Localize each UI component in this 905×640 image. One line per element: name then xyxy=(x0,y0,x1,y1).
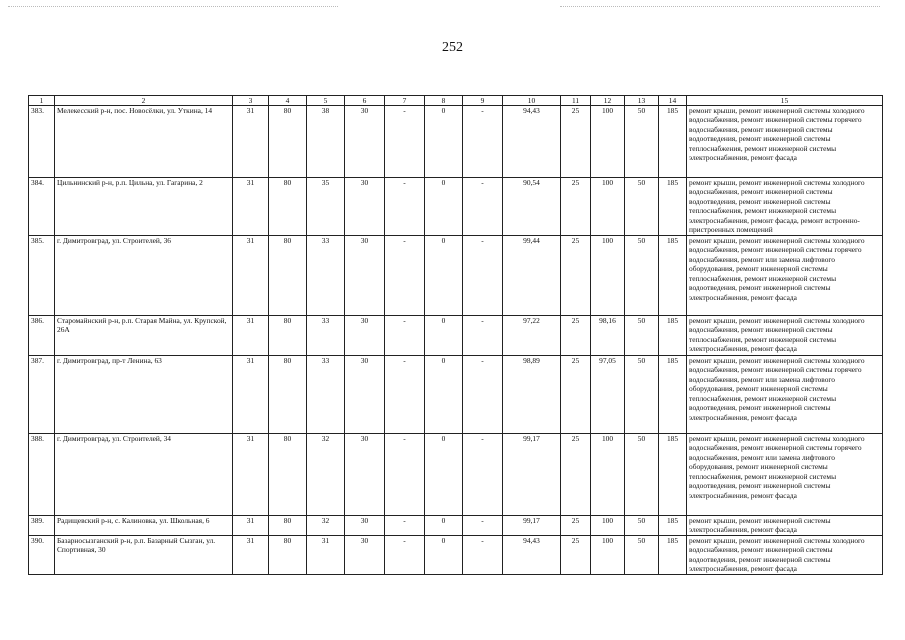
value-col-12: 97,05 xyxy=(591,356,625,434)
value-col-14: 185 xyxy=(659,236,687,316)
value-col-3: 31 xyxy=(233,434,269,516)
value-col-12: 100 xyxy=(591,535,625,574)
value-col-3: 31 xyxy=(233,178,269,236)
value-col-5: 32 xyxy=(307,516,345,536)
value-col-14: 185 xyxy=(659,434,687,516)
value-col-5: 35 xyxy=(307,178,345,236)
table-row xyxy=(29,316,883,356)
value-col-11: 25 xyxy=(561,316,591,356)
value-col-4: 80 xyxy=(269,535,307,574)
row-number: 390. xyxy=(29,535,55,574)
value-col-9: - xyxy=(463,178,503,236)
value-col-10: 97,22 xyxy=(503,316,561,356)
row-number: 383. xyxy=(29,106,55,178)
column-header-11: 11 xyxy=(561,96,591,106)
value-col-4: 80 xyxy=(269,106,307,178)
value-col-12: 100 xyxy=(591,434,625,516)
table-row xyxy=(29,106,883,178)
row-number: 384. xyxy=(29,178,55,236)
value-col-12: 100 xyxy=(591,106,625,178)
column-header-4: 4 xyxy=(269,96,307,106)
row-number: 385. xyxy=(29,236,55,316)
value-col-6: 30 xyxy=(345,356,385,434)
value-col-8: 0 xyxy=(425,356,463,434)
value-col-8: 0 xyxy=(425,516,463,536)
column-header-1: 1 xyxy=(29,96,55,106)
value-col-6: 30 xyxy=(345,178,385,236)
value-col-7: - xyxy=(385,434,425,516)
repair-program-table xyxy=(28,95,883,575)
value-col-10: 94,43 xyxy=(503,106,561,178)
value-col-11: 25 xyxy=(561,516,591,536)
column-header-8: 8 xyxy=(425,96,463,106)
value-col-14: 185 xyxy=(659,316,687,356)
value-col-5: 38 xyxy=(307,106,345,178)
value-col-14: 185 xyxy=(659,356,687,434)
value-col-10: 98,89 xyxy=(503,356,561,434)
value-col-4: 80 xyxy=(269,316,307,356)
value-col-3: 31 xyxy=(233,106,269,178)
value-col-8: 0 xyxy=(425,236,463,316)
value-col-7: - xyxy=(385,356,425,434)
value-col-3: 31 xyxy=(233,316,269,356)
value-col-12: 100 xyxy=(591,236,625,316)
repair-works: ремонт крыши, ремонт инженерной системы холодного водоснабжения, ремонт инженерной системы водоотведения, ремонт инженерной системы электроснабжения, ремонт фасада xyxy=(687,535,883,574)
repair-works: ремонт крыши, ремонт инженерной системы холодного водоснабжения, ремонт инженерной системы горячего водоснабжения, ремонт или замена лифтового оборудования, ремонт инженерной системы теплоснабжения, ремонт инженерной системы водоотведения, ремонт инженерной системы электроснабжения, ремонт фасада xyxy=(687,356,883,434)
scan-artifact-top-right xyxy=(560,6,880,7)
value-col-4: 80 xyxy=(269,178,307,236)
value-col-8: 0 xyxy=(425,106,463,178)
repair-works: ремонт крыши, ремонт инженерной системы электроснабжения, ремонт фасада xyxy=(687,516,883,536)
column-header-12: 12 xyxy=(591,96,625,106)
table-row xyxy=(29,236,883,316)
column-header-5: 5 xyxy=(307,96,345,106)
value-col-9: - xyxy=(463,516,503,536)
value-col-14: 185 xyxy=(659,178,687,236)
value-col-13: 50 xyxy=(625,356,659,434)
row-number: 388. xyxy=(29,434,55,516)
value-col-6: 30 xyxy=(345,535,385,574)
value-col-10: 99,44 xyxy=(503,236,561,316)
table-body xyxy=(29,106,883,575)
building-address: Мелекесский р-н, пос. Новосёлки, ул. Уткина, 14 xyxy=(55,106,233,178)
building-address: Цильнинский р-н, р.п. Цильна, ул. Гагарина, 2 xyxy=(55,178,233,236)
value-col-3: 31 xyxy=(233,516,269,536)
value-col-13: 50 xyxy=(625,178,659,236)
column-header-10: 10 xyxy=(503,96,561,106)
column-header-9: 9 xyxy=(463,96,503,106)
row-number: 386. xyxy=(29,316,55,356)
column-header-14: 14 xyxy=(659,96,687,106)
value-col-13: 50 xyxy=(625,106,659,178)
column-header-13: 13 xyxy=(625,96,659,106)
value-col-12: 98,16 xyxy=(591,316,625,356)
value-col-10: 99,17 xyxy=(503,516,561,536)
building-address: г. Димитровград, ул. Строителей, 36 xyxy=(55,236,233,316)
value-col-6: 30 xyxy=(345,434,385,516)
table-row xyxy=(29,535,883,574)
value-col-8: 0 xyxy=(425,434,463,516)
value-col-9: - xyxy=(463,535,503,574)
value-col-7: - xyxy=(385,535,425,574)
value-col-11: 25 xyxy=(561,535,591,574)
value-col-8: 0 xyxy=(425,316,463,356)
repair-works: ремонт крыши, ремонт инженерной системы холодного водоснабжения, ремонт инженерной системы теплоснабжения, ремонт инженерной системы электроснабжения, ремонт фасада xyxy=(687,316,883,356)
value-col-10: 94,43 xyxy=(503,535,561,574)
table-row xyxy=(29,516,883,536)
value-col-12: 100 xyxy=(591,178,625,236)
building-address: г. Димитровград, ул. Строителей, 34 xyxy=(55,434,233,516)
value-col-11: 25 xyxy=(561,434,591,516)
column-header-2: 2 xyxy=(55,96,233,106)
repair-works: ремонт крыши, ремонт инженерной системы холодного водоснабжения, ремонт инженерной системы водоотведения, ремонт инженерной системы теплоснабжения, ремонт инженерной системы электроснабжения, ремонт фасада, ремонт встроенно-пристроенных помещений xyxy=(687,178,883,236)
value-col-6: 30 xyxy=(345,106,385,178)
value-col-10: 99,17 xyxy=(503,434,561,516)
value-col-13: 50 xyxy=(625,434,659,516)
value-col-11: 25 xyxy=(561,106,591,178)
value-col-6: 30 xyxy=(345,236,385,316)
value-col-8: 0 xyxy=(425,535,463,574)
value-col-3: 31 xyxy=(233,236,269,316)
table-row xyxy=(29,178,883,236)
column-header-15: 15 xyxy=(687,96,883,106)
value-col-9: - xyxy=(463,106,503,178)
value-col-5: 33 xyxy=(307,316,345,356)
building-address: Старомайнский р-н, р.п. Старая Майна, ул. Крупской, 26А xyxy=(55,316,233,356)
value-col-7: - xyxy=(385,236,425,316)
value-col-4: 80 xyxy=(269,434,307,516)
table-row xyxy=(29,356,883,434)
column-header-7: 7 xyxy=(385,96,425,106)
building-address: Радищевский р-н, с. Калиновка, ул. Школьная, 6 xyxy=(55,516,233,536)
building-address: Базарносызганский р-н, р.п. Базарный Сызган, ул. Спортивная, 30 xyxy=(55,535,233,574)
value-col-12: 100 xyxy=(591,516,625,536)
value-col-9: - xyxy=(463,434,503,516)
value-col-7: - xyxy=(385,178,425,236)
value-col-13: 50 xyxy=(625,316,659,356)
value-col-9: - xyxy=(463,356,503,434)
column-header-6: 6 xyxy=(345,96,385,106)
value-col-11: 25 xyxy=(561,178,591,236)
value-col-13: 50 xyxy=(625,516,659,536)
value-col-7: - xyxy=(385,106,425,178)
value-col-4: 80 xyxy=(269,356,307,434)
value-col-4: 80 xyxy=(269,516,307,536)
scan-artifact-top xyxy=(8,6,338,7)
value-col-5: 33 xyxy=(307,236,345,316)
value-col-7: - xyxy=(385,316,425,356)
value-col-11: 25 xyxy=(561,356,591,434)
building-address: г. Димитровград, пр-т Ленина, 63 xyxy=(55,356,233,434)
value-col-14: 185 xyxy=(659,535,687,574)
repair-works: ремонт крыши, ремонт инженерной системы холодного водоснабжения, ремонт инженерной системы горячего водоснабжения, ремонт инженерной системы водоотведения, ремонт инженерной системы теплоснабжения, ремонт инженерной системы электроснабжения, ремонт фасада xyxy=(687,106,883,178)
value-col-6: 30 xyxy=(345,316,385,356)
row-number: 389. xyxy=(29,516,55,536)
value-col-9: - xyxy=(463,236,503,316)
column-number-row xyxy=(29,96,883,106)
value-col-6: 30 xyxy=(345,516,385,536)
value-col-3: 31 xyxy=(233,535,269,574)
value-col-3: 31 xyxy=(233,356,269,434)
repair-works: ремонт крыши, ремонт инженерной системы холодного водоснабжения, ремонт инженерной системы горячего водоснабжения, ремонт или замена лифтового оборудования, ремонт инженерной системы теплоснабжения, ремонт инженерной системы водоотведения, ремонт инженерной системы электроснабжения, ремонт фасада xyxy=(687,236,883,316)
value-col-5: 32 xyxy=(307,434,345,516)
value-col-5: 31 xyxy=(307,535,345,574)
value-col-4: 80 xyxy=(269,236,307,316)
value-col-7: - xyxy=(385,516,425,536)
value-col-13: 50 xyxy=(625,535,659,574)
value-col-10: 90,54 xyxy=(503,178,561,236)
table-row xyxy=(29,434,883,516)
column-header-3: 3 xyxy=(233,96,269,106)
value-col-11: 25 xyxy=(561,236,591,316)
value-col-8: 0 xyxy=(425,178,463,236)
value-col-13: 50 xyxy=(625,236,659,316)
repair-works: ремонт крыши, ремонт инженерной системы холодного водоснабжения, ремонт инженерной системы горячего водоснабжения, ремонт или замена лифтового оборудования, ремонт инженерной системы теплоснабжения, ремонт инженерной системы водоотведения, ремонт инженерной системы электроснабжения, ремонт фасада xyxy=(687,434,883,516)
value-col-9: - xyxy=(463,316,503,356)
value-col-14: 185 xyxy=(659,516,687,536)
value-col-5: 33 xyxy=(307,356,345,434)
value-col-14: 185 xyxy=(659,106,687,178)
page-number: 252 xyxy=(442,40,463,55)
row-number: 387. xyxy=(29,356,55,434)
